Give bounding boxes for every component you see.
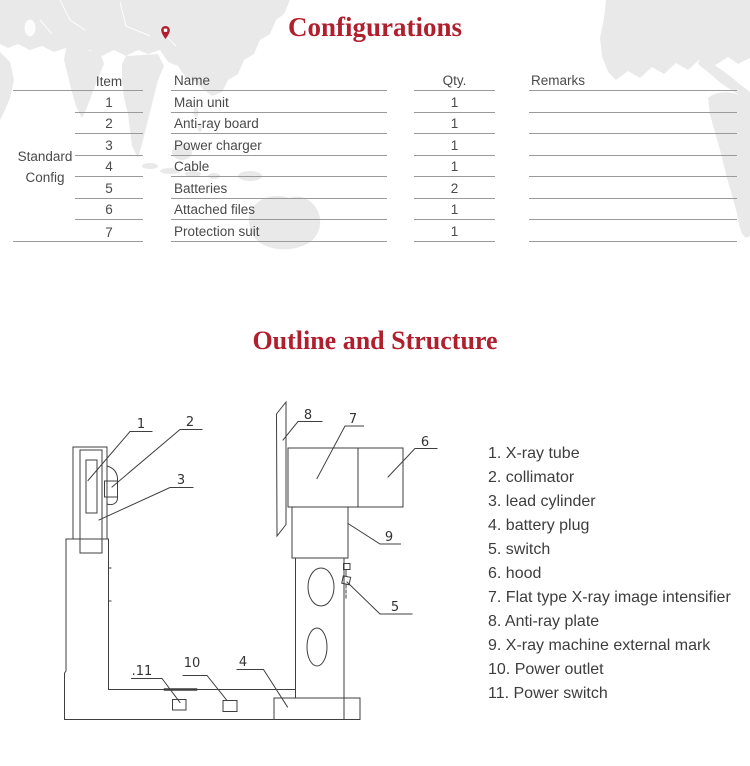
leader-1 — [88, 432, 152, 481]
island-indonesia-1 — [142, 163, 158, 169]
cell-name-7: Protection suit — [171, 221, 387, 242]
tube-slot — [86, 460, 97, 513]
anti-ray-plate — [277, 402, 287, 536]
leader-4 — [237, 670, 288, 708]
section-title-configurations: Configurations — [287, 12, 463, 42]
cell-name-1: Main unit — [171, 92, 387, 113]
switch-lever — [342, 576, 351, 585]
cell-item-3: 3 — [75, 135, 143, 156]
parts-list-item-10: 10. Power outlet — [488, 661, 604, 678]
cell-qty-4: 1 — [414, 156, 495, 177]
leader-5 — [347, 582, 412, 614]
cell-qty-5: 2 — [414, 178, 495, 199]
diagram-callout-11: .11 — [131, 664, 153, 679]
xray-machine-diagram — [55, 390, 475, 735]
parts-list-item-2: 2. collimator — [488, 469, 575, 486]
collimator-arc-bottom — [107, 497, 118, 505]
head-box — [288, 448, 403, 507]
diagram-callout-10: 10 — [183, 656, 201, 671]
leader-10 — [183, 676, 227, 701]
island-japan-3 — [226, 45, 231, 55]
leader-6 — [388, 449, 437, 478]
cell-item-7: 7 — [105, 224, 113, 240]
diagram-callout-4: 4 — [238, 655, 248, 670]
diagram-callout-9: 9 — [384, 530, 394, 545]
diagram-callout-8: 8 — [303, 408, 313, 423]
parts-list-item-7: 7. Flat type X-ray image intensifier — [488, 589, 731, 606]
column-ellipse-upper — [308, 568, 334, 606]
cell-qty-2: 1 — [414, 113, 495, 134]
tube-housing-inner — [80, 450, 102, 553]
diagram-callout-5: 5 — [390, 600, 400, 615]
parts-list-item-8: 8. Anti-ray plate — [488, 613, 600, 630]
group-label-standard-config — [13, 146, 77, 188]
group-label-line1: Standard — [17, 149, 73, 164]
parts-list-item-4: 4. battery plug — [488, 517, 590, 534]
col-header-item: Item — [95, 74, 123, 89]
section-title-outline-structure: Outline and Structure — [252, 326, 498, 355]
cell-remarks-6 — [529, 199, 737, 220]
cell-item-6: 6 — [75, 199, 143, 220]
power-outlet-square — [223, 701, 237, 712]
landmass-africa-edge — [0, 52, 14, 120]
leader-8 — [283, 422, 322, 441]
parts-list-item-1: 1. X-ray tube — [488, 445, 580, 462]
leader-7 — [317, 426, 364, 479]
cell-remarks-7 — [529, 221, 737, 242]
cell-remarks-3 — [529, 135, 737, 156]
cell-remarks-5 — [529, 178, 737, 199]
col-header-qty: Qty. — [414, 70, 495, 91]
col-header-name: Name — [171, 70, 387, 91]
cell-item-2: 2 — [75, 113, 143, 134]
parts-list-item-5: 5. switch — [488, 541, 551, 558]
group-label-line2: Config — [25, 170, 65, 185]
collimator-arc-top — [107, 466, 118, 481]
cell-remarks-4 — [529, 156, 737, 177]
cell-item-5: 5 — [75, 178, 143, 199]
diagram-callout-7: 7 — [348, 412, 358, 427]
cell-name-5: Batteries — [171, 178, 387, 199]
leader-2 — [112, 430, 202, 488]
cell-remarks-2 — [529, 113, 737, 134]
parts-list — [488, 442, 731, 706]
diagram-callout-1: 1 — [136, 417, 146, 432]
neck-box — [292, 507, 348, 558]
cell-name-4: Cable — [171, 156, 387, 177]
cell-qty-3: 1 — [414, 135, 495, 156]
cell-remarks-1 — [529, 92, 737, 113]
cell-name-6: Attached files — [171, 199, 387, 220]
cell-item-4: 4 — [75, 156, 143, 177]
cell-item-1: 1 — [75, 92, 143, 113]
cell-qty-6: 1 — [414, 199, 495, 220]
diagram-callout-6: 6 — [420, 435, 430, 450]
diagram-callout-3: 3 — [176, 473, 186, 488]
parts-list-item-3: 3. lead cylinder — [488, 493, 596, 510]
cell-qty-7: 1 — [414, 221, 495, 242]
col-header-remarks: Remarks — [529, 70, 737, 91]
diagram-callout-2: 2 — [185, 415, 195, 430]
battery-foot — [274, 698, 360, 720]
cell-name-3: Power charger — [171, 135, 387, 156]
cell-name-2: Anti-ray board — [171, 113, 387, 134]
parts-list-item-6: 6. hood — [488, 565, 542, 582]
column-ellipse-lower — [307, 628, 327, 666]
cell-qty-1: 1 — [414, 92, 495, 113]
parts-list-item-11: 11. Power switch — [488, 685, 608, 702]
parts-list-item-9: 9. X-ray machine external mark — [488, 637, 711, 654]
